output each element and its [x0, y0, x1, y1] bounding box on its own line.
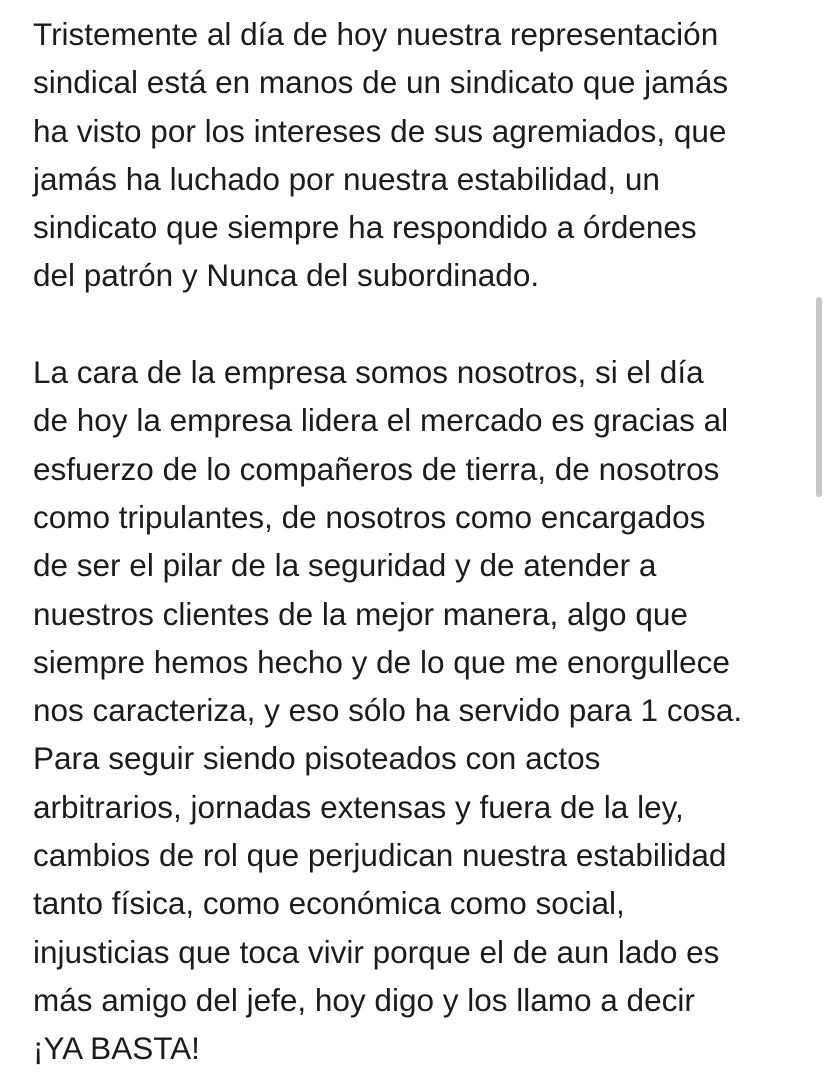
text-line: La cara de la empresa somos nosotros, si el día	[33, 354, 704, 391]
text-line: injusticias que toca vivir porque el de aun lado es	[33, 933, 720, 970]
text-line: ha visto por los intereses de sus agremiados, que	[33, 112, 727, 149]
text-line: sindicato que siempre ha respondido a órdenes	[33, 209, 697, 246]
note-text-body[interactable]	[33, 10, 823, 1073]
text-line: más amigo del jefe, hoy digo y los llamo a decir	[33, 981, 695, 1018]
text-line: siempre hemos hecho y de lo que me enorgullece	[33, 643, 730, 680]
text-line: nos caracteriza, y eso sólo ha servido para 1 cosa.	[33, 692, 743, 729]
text-line: Tristemente al día de hoy nuestra representación	[33, 16, 719, 52]
text-line: Para seguir siendo pisoteados con actos	[33, 740, 601, 777]
paragraph-spacer	[33, 300, 823, 348]
text-line: de hoy la empresa lidera el mercado es gracias al	[33, 402, 729, 439]
text-line: de ser el pilar de la seguridad y de atender a	[33, 547, 657, 584]
text-line: del patrón y Nunca del subordinado.	[33, 257, 540, 294]
text-line: esfuerzo de lo compañeros de tierra, de nosotros	[33, 450, 720, 487]
text-line: cambios de rol que perjudican nuestra estabilidad	[33, 837, 727, 874]
text-line: tanto física, como económica como social,	[33, 885, 625, 922]
text-line: nuestros clientes de la mejor manera, algo que	[33, 595, 688, 632]
text-line: arbitrarios, jornadas extensas y fuera de la ley,	[33, 788, 684, 825]
paragraph-1	[33, 10, 823, 300]
paragraph-2	[33, 348, 823, 1072]
text-line: como tripulantes, de nosotros como encargados	[33, 498, 706, 535]
text-line: ¡YA BASTA!	[33, 1030, 200, 1067]
vertical-scrollbar[interactable]	[816, 297, 822, 497]
text-line: sindical está en manos de un sindicato que jamás	[33, 64, 729, 101]
text-line: jamás ha luchado por nuestra estabilidad, un	[33, 160, 660, 197]
